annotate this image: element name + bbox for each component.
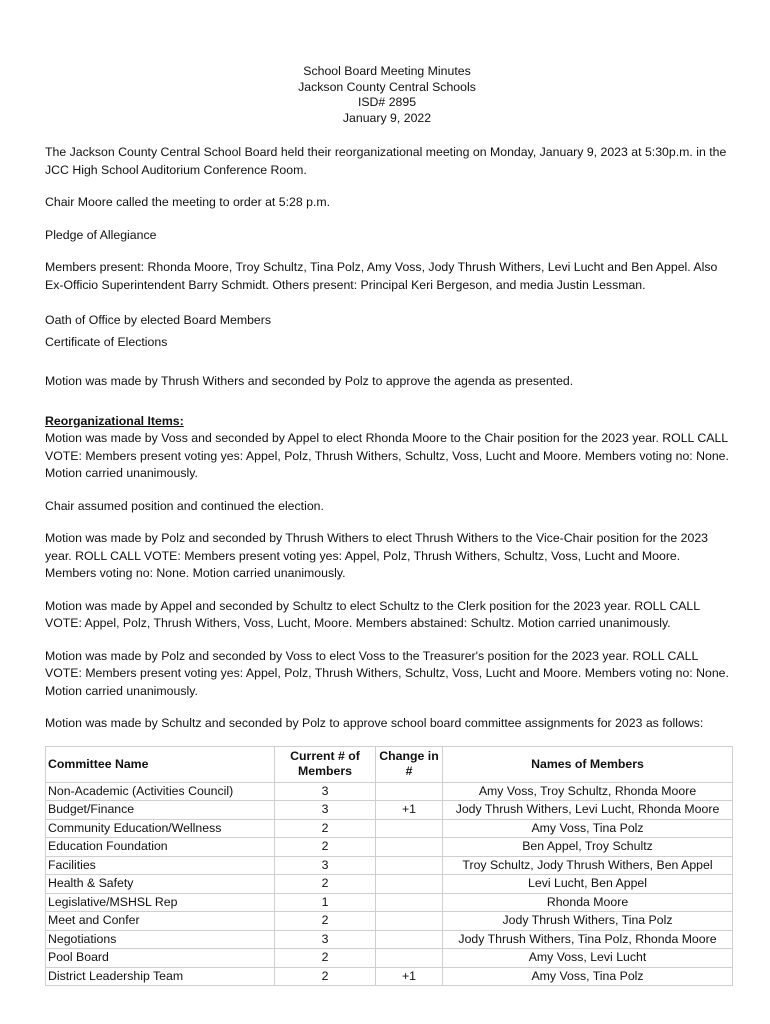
committee-name-cell: Facilities — [46, 856, 275, 875]
member-names-cell: Jody Thrush Withers, Levi Lucht, Rhonda Moore — [443, 801, 733, 820]
member-names-cell: Rhonda Moore — [443, 893, 733, 912]
committee-name-cell: Education Foundation — [46, 838, 275, 857]
member-names-cell: Troy Schultz, Jody Thrush Withers, Ben Appel — [443, 856, 733, 875]
table-row — [46, 782, 733, 801]
table-row — [46, 819, 733, 838]
committee-table — [45, 746, 733, 987]
committee-name-cell: Meet and Confer — [46, 912, 275, 931]
header-committee-name: Committee Name — [46, 746, 275, 782]
table-row — [46, 967, 733, 986]
header-change: Change in # — [376, 746, 443, 782]
header-current-members: Current # of Members — [275, 746, 376, 782]
member-count-cell: 3 — [275, 930, 376, 949]
change-cell — [376, 838, 443, 857]
committee-name-cell: Budget/Finance — [46, 801, 275, 820]
members-present-paragraph: Members present: Rhonda Moore, Troy Schultz, Tina Polz, Amy Voss, Jody Thrush Withers, Levi Lucht and Ben Appel. Also Ex-Officio Superintendent Barry Schmidt. Others present: Principal Keri Bergeson, and media Justin Lessman. — [45, 260, 718, 292]
member-count-cell: 2 — [275, 875, 376, 894]
member-count-cell: 3 — [275, 856, 376, 875]
member-count-cell: 2 — [275, 819, 376, 838]
table-row — [46, 930, 733, 949]
document-header — [45, 64, 729, 126]
document-page — [45, 64, 729, 986]
change-cell — [376, 912, 443, 931]
reorganizational-items-heading: Reorganizational Items: — [45, 413, 184, 428]
member-names-cell: Amy Voss, Tina Polz — [443, 819, 733, 838]
member-names-cell: Levi Lucht, Ben Appel — [443, 875, 733, 894]
change-cell — [376, 782, 443, 801]
table-header-row — [46, 746, 733, 782]
call-to-order-paragraph: Chair Moore called the meeting to order at 5:28 p.m. — [45, 195, 331, 209]
change-cell — [376, 949, 443, 968]
table-row — [46, 856, 733, 875]
change-cell: +1 — [376, 801, 443, 820]
vice-chair-motion-paragraph: Motion was made by Polz and seconded by Thrush Withers to elect Thrush Withers to the Vice-Chair position for the 2023 year. ROLL CALL VOTE: Members present voting yes: Appel, Polz, Thrush Withers, Schultz, Voss, Lucht and Moore. Members voting no: None. Motion carried unanimously. — [45, 531, 709, 580]
table-row — [46, 801, 733, 820]
committee-name-cell: Health & Safety — [46, 875, 275, 894]
committee-name-cell: Negotiations — [46, 930, 275, 949]
intro-paragraph: The Jackson County Central School Board held their reorganizational meeting on Monday, January 9, 2023 at 5:30p.m. in the JCC High School Auditorium Conference Room. — [45, 145, 727, 177]
change-cell — [376, 819, 443, 838]
committee-motion-paragraph: Motion was made by Schultz and seconded by Polz to approve school board committee assignments for 2023 as follows: — [45, 716, 704, 730]
table-row — [46, 893, 733, 912]
member-count-cell: 3 — [275, 801, 376, 820]
table-row — [46, 912, 733, 931]
member-count-cell: 2 — [275, 949, 376, 968]
committee-name-cell: Community Education/Wellness — [46, 819, 275, 838]
committee-name-cell: Pool Board — [46, 949, 275, 968]
member-count-cell: 2 — [275, 912, 376, 931]
header-isd: ISD# 2895 — [357, 95, 417, 109]
chair-motion-paragraph: Motion was made by Voss and seconded by Appel to elect Rhonda Moore to the Chair position for the 2023 year. ROLL CALL VOTE: Members present voting yes: Appel, Polz, Thrush Withers, Schultz, Voss, Lucht and Moore. Members voting no: None. Motion carried unanimously. — [45, 431, 729, 480]
header-member-names: Names of Members — [443, 746, 733, 782]
change-cell: +1 — [376, 967, 443, 986]
header-title: School Board Meeting Minutes — [303, 64, 471, 78]
chair-assumed-paragraph: Chair assumed position and continued the election. — [45, 498, 324, 513]
committee-name-cell: Non-Academic (Activities Council) — [46, 782, 275, 801]
certificate-paragraph: Certificate of Elections — [45, 334, 168, 349]
change-cell — [376, 856, 443, 875]
header-district: Jackson County Central Schools — [298, 79, 476, 94]
member-count-cell: 2 — [275, 967, 376, 986]
table-row — [46, 949, 733, 968]
table-row — [46, 838, 733, 857]
treasurer-motion-paragraph: Motion was made by Polz and seconded by Voss to elect Voss to the Treasurer's position for the 2023 year. ROLL CALL VOTE: Members present voting yes: Appel, Polz, Thrush Withers, Schultz, Voss, Lucht and Moore. Members voting no: None. Motion carried unanimously. — [45, 648, 729, 698]
committee-name-cell: District Leadership Team — [46, 967, 275, 986]
committee-name-cell: Legislative/MSHSL Rep — [46, 893, 275, 912]
member-count-cell: 1 — [275, 893, 376, 912]
member-names-cell: Amy Voss, Troy Schultz, Rhonda Moore — [443, 782, 733, 801]
oath-paragraph: Oath of Office by elected Board Members — [45, 313, 272, 327]
member-count-cell: 2 — [275, 838, 376, 857]
member-names-cell: Amy Voss, Tina Polz — [443, 967, 733, 986]
change-cell — [376, 875, 443, 894]
clerk-motion-paragraph: Motion was made by Appel and seconded by Schultz to elect Schultz to the Clerk position for the 2023 year. ROLL CALL VOTE: Appel, Polz, Thrush Withers, Voss, Lucht, Moore. Members abstained: Schultz. Motion carried unanimously. — [45, 598, 700, 630]
pledge-paragraph: Pledge of Allegiance — [45, 227, 157, 242]
change-cell — [376, 893, 443, 912]
change-cell — [376, 930, 443, 949]
header-date: January 9, 2022 — [342, 110, 432, 125]
member-count-cell: 3 — [275, 782, 376, 801]
member-names-cell: Ben Appel, Troy Schultz — [443, 838, 733, 857]
member-names-cell: Amy Voss, Levi Lucht — [443, 949, 733, 968]
member-names-cell: Jody Thrush Withers, Tina Polz, Rhonda Moore — [443, 930, 733, 949]
table-row — [46, 875, 733, 894]
member-names-cell: Jody Thrush Withers, Tina Polz — [443, 912, 733, 931]
agenda-motion-paragraph: Motion was made by Thrush Withers and seconded by Polz to approve the agenda as presented. — [45, 374, 574, 388]
